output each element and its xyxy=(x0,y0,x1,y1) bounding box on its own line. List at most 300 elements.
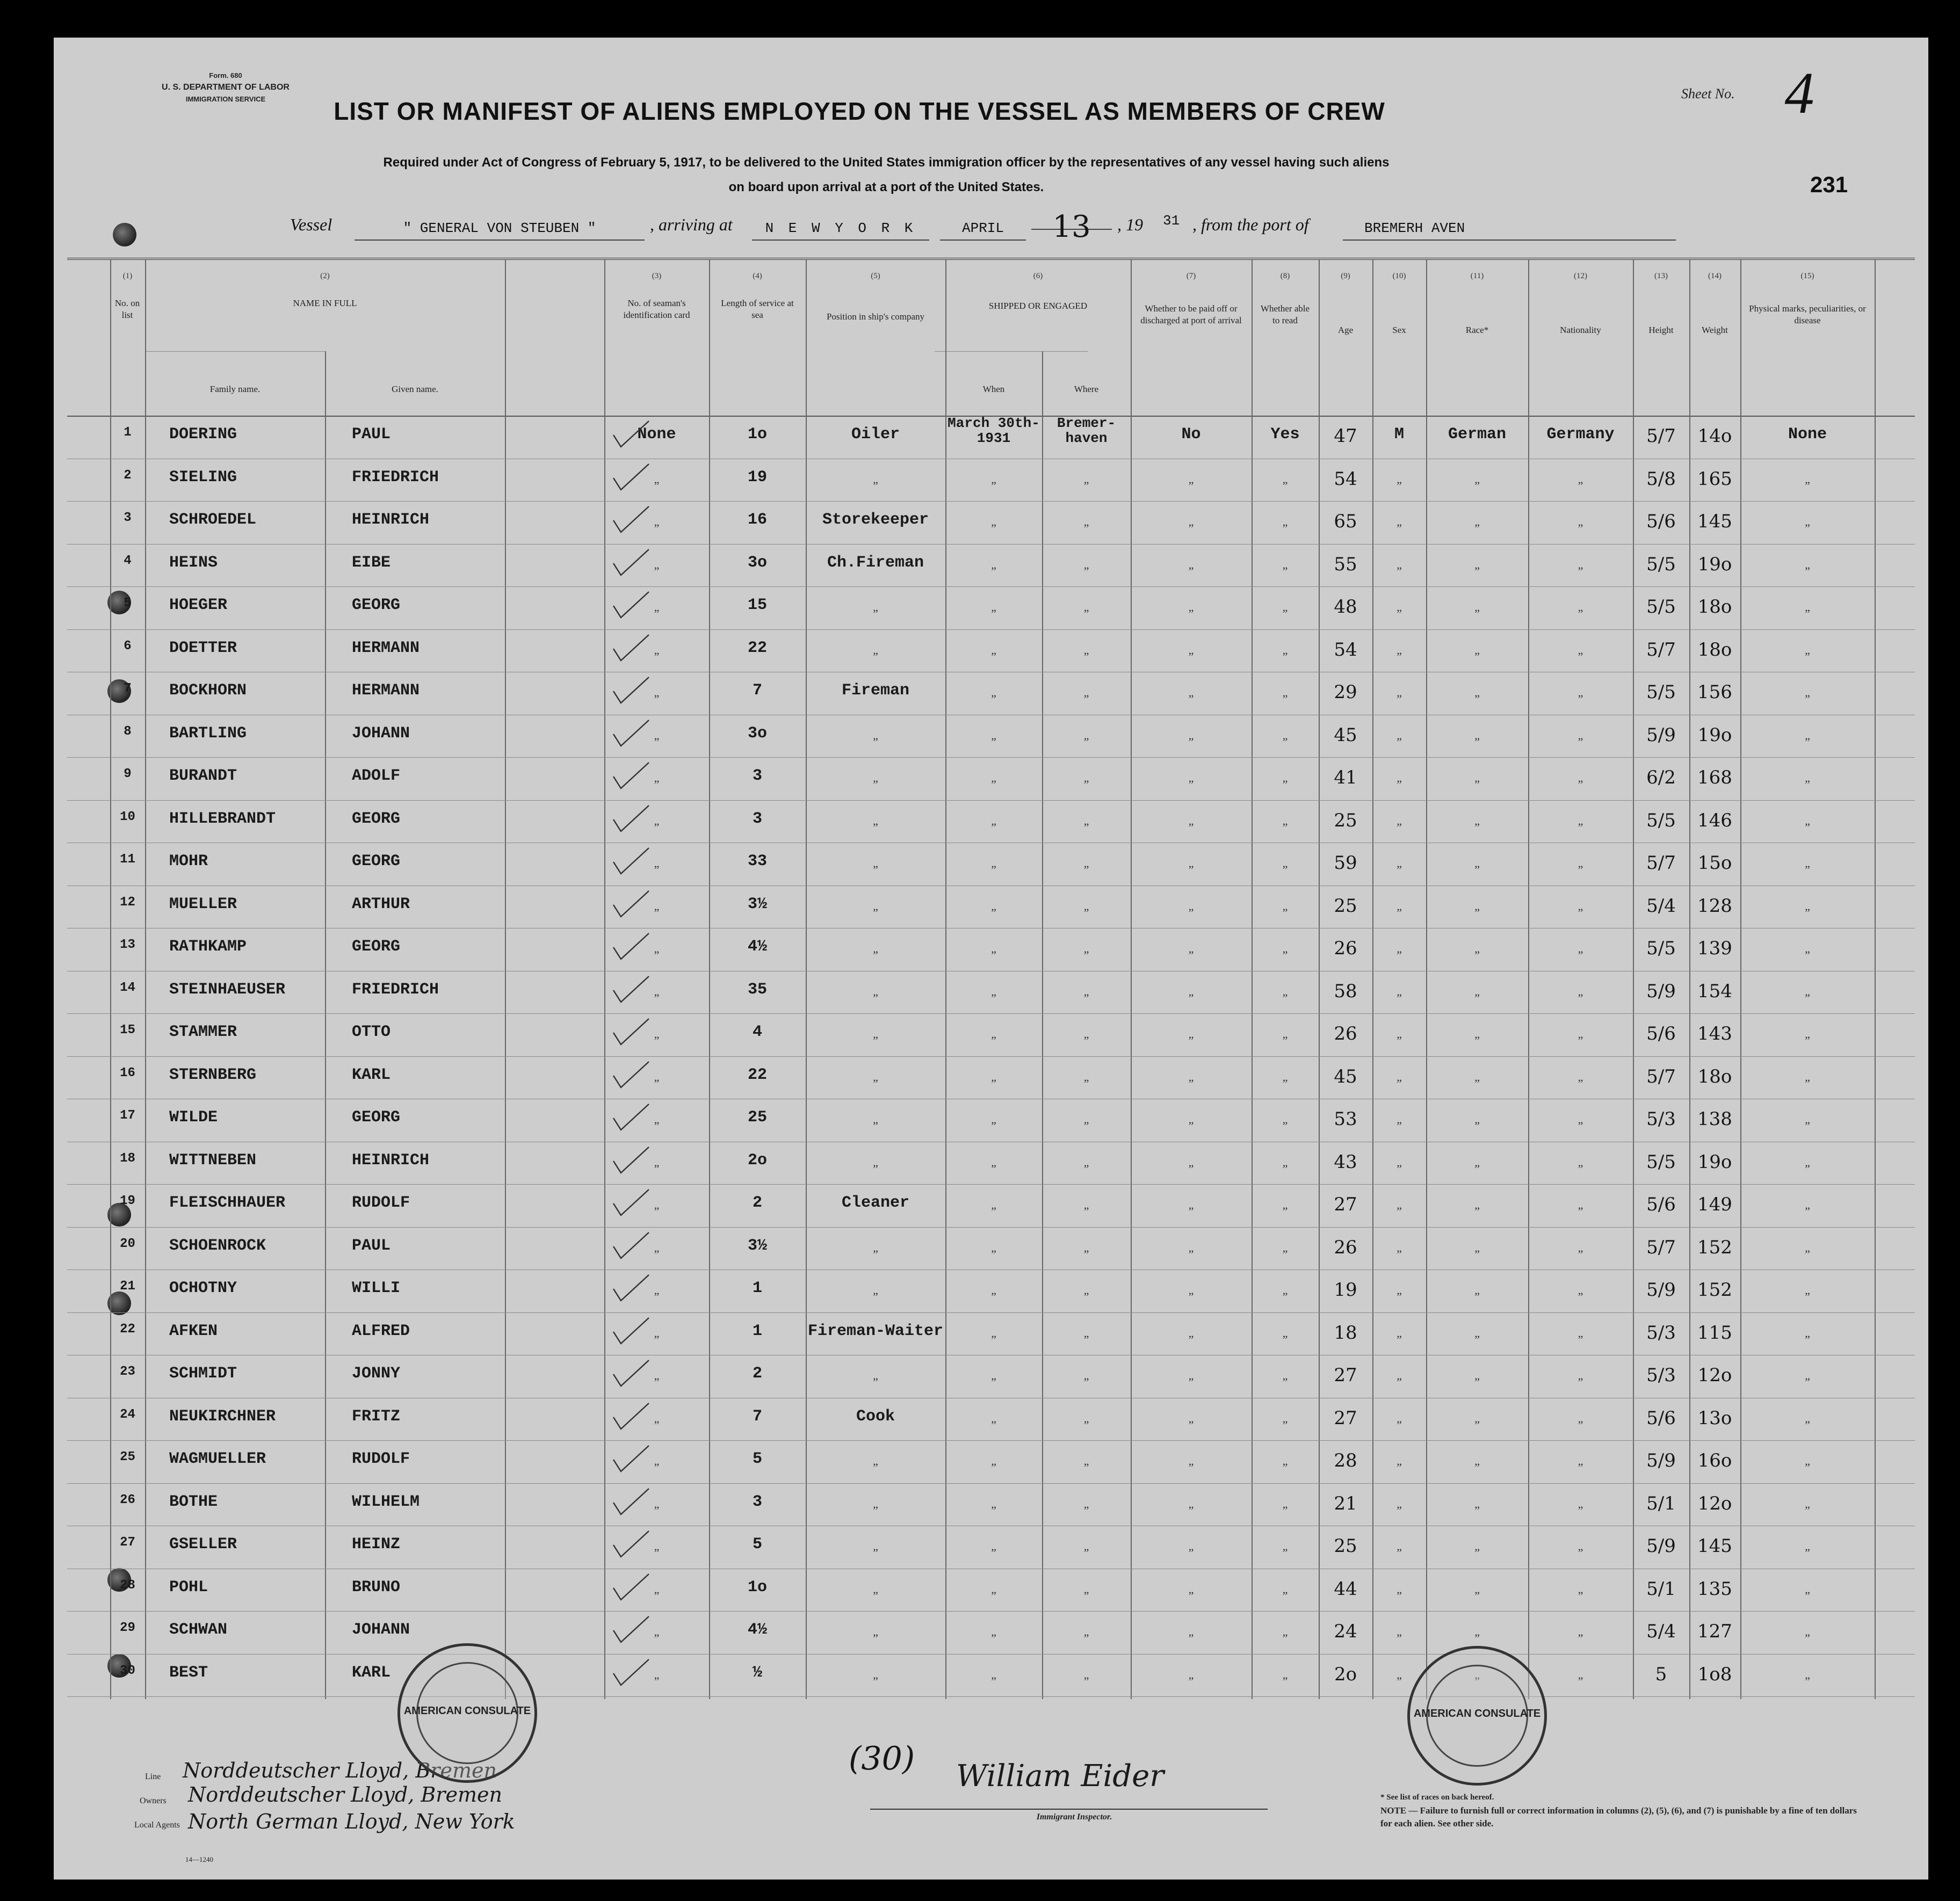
page-title: LIST OR MANIFEST OF ALIENS EMPLOYED ON THE VESSEL AS MEMBERS OF CREW xyxy=(334,97,1385,125)
heading-sex: Sex xyxy=(1392,325,1406,335)
ditto-mark: „ xyxy=(1188,1540,1194,1553)
cell-where: Bremer-haven xyxy=(1057,415,1116,446)
ditto-mark: „ xyxy=(1188,1411,1194,1425)
cell-no: 29 xyxy=(120,1621,135,1635)
ditto-mark: „ xyxy=(1188,899,1194,913)
cell-height: 5/7 xyxy=(1646,1236,1676,1258)
line-label: Line xyxy=(145,1772,161,1781)
ditto-mark: „ xyxy=(1578,1540,1583,1553)
cell-weight: 1o8 xyxy=(1697,1663,1732,1685)
crew-table xyxy=(67,258,1915,1699)
cell-length: 4½ xyxy=(747,938,767,956)
ditto-mark: „ xyxy=(1083,686,1089,699)
ditto-mark: „ xyxy=(1188,814,1194,828)
cell-family: RATHKAMP xyxy=(169,938,247,956)
ditto-mark: „ xyxy=(1282,1240,1288,1254)
cell-no: 9 xyxy=(124,767,132,781)
cell-height: 5 xyxy=(1655,1663,1667,1685)
cell-weight: 135 xyxy=(1697,1578,1732,1600)
cell-family: HILLEBRANDT xyxy=(169,809,276,828)
cell-age: 59 xyxy=(1334,852,1357,874)
cell-height: 5/1 xyxy=(1646,1578,1676,1600)
ditto-mark: „ xyxy=(1805,984,1810,998)
cell-weight: 19o xyxy=(1697,553,1732,575)
cell-family: NEUKIRCHNER xyxy=(169,1407,276,1426)
cell-given: ARTHUR xyxy=(352,895,410,913)
ditto-mark: „ xyxy=(1805,515,1810,528)
agents-value: North German Lloyd, New York xyxy=(188,1810,515,1833)
cell-sex: M xyxy=(1394,425,1404,444)
inspector-signature: William Eider xyxy=(956,1759,1165,1794)
ditto-mark: „ xyxy=(991,1240,996,1254)
ditto-mark: „ xyxy=(991,1155,996,1169)
ditto-mark: „ xyxy=(991,1625,996,1638)
ditto-mark: „ xyxy=(873,942,878,955)
cell-age: 48 xyxy=(1334,596,1357,618)
ditto-mark: „ xyxy=(1805,814,1810,828)
ditto-mark: „ xyxy=(1805,1070,1810,1084)
cell-given: JONNY xyxy=(352,1365,401,1383)
ditto-mark: „ xyxy=(1188,1369,1194,1382)
ditto-mark: „ xyxy=(1188,771,1194,785)
cell-weight: 152 xyxy=(1697,1279,1732,1301)
ditto-mark: „ xyxy=(654,942,660,955)
ditto-mark: „ xyxy=(873,1113,878,1126)
cell-no: 15 xyxy=(120,1023,135,1037)
cell-no: 30 xyxy=(120,1663,135,1678)
ditto-mark: „ xyxy=(1188,600,1194,614)
col-num-5: (5) xyxy=(871,272,880,280)
ditto-mark: „ xyxy=(1474,472,1480,486)
ditto-mark: „ xyxy=(1805,1240,1810,1254)
cell-age: 28 xyxy=(1334,1450,1357,1471)
cell-height: 5/7 xyxy=(1646,852,1676,874)
ditto-mark: „ xyxy=(991,472,996,486)
ditto-mark: „ xyxy=(1397,1326,1402,1340)
cell-position: Cook xyxy=(856,1407,895,1426)
ditto-mark: „ xyxy=(654,728,660,742)
cell-given: OTTO xyxy=(352,1023,391,1041)
cell-no: 23 xyxy=(120,1365,135,1379)
ditto-mark: „ xyxy=(1188,1155,1194,1169)
cell-age: 24 xyxy=(1334,1621,1357,1642)
cell-race: German xyxy=(1448,425,1507,444)
cell-age: 45 xyxy=(1334,724,1357,746)
vessel-label: Vessel xyxy=(290,215,332,234)
cell-position: Ch.Fireman xyxy=(827,553,924,572)
cell-height: 5/1 xyxy=(1646,1492,1676,1514)
cell-family: STEINHAEUSER xyxy=(169,980,286,999)
row-rule xyxy=(67,1696,1915,1697)
cell-no: 27 xyxy=(120,1535,135,1550)
shipped-subheader-rule xyxy=(935,351,1088,352)
ditto-mark: „ xyxy=(1397,1540,1402,1553)
ditto-mark: „ xyxy=(654,1454,660,1468)
cell-no: 11 xyxy=(120,852,135,867)
cell-no: 13 xyxy=(120,938,135,952)
ditto-mark: „ xyxy=(1805,472,1810,486)
check-mark-icon xyxy=(612,1316,650,1348)
cell-given: HEINRICH xyxy=(352,1151,430,1170)
cell-weight: 115 xyxy=(1697,1322,1732,1344)
ditto-mark: „ xyxy=(654,1070,660,1084)
heading-weight: Weight xyxy=(1702,325,1728,335)
heading-length-service: Length of service at sea xyxy=(721,298,794,320)
cell-height: 5/6 xyxy=(1646,1023,1676,1044)
ditto-mark: „ xyxy=(873,899,878,913)
ditto-mark: „ xyxy=(654,1326,660,1340)
ditto-mark: „ xyxy=(1282,857,1288,870)
ditto-mark: „ xyxy=(1578,1454,1583,1468)
ditto-mark: „ xyxy=(1578,814,1583,828)
cell-age: 58 xyxy=(1334,980,1357,1002)
ditto-mark: „ xyxy=(1578,771,1583,785)
cell-weight: 12o xyxy=(1697,1365,1732,1386)
cell-family: OCHOTNY xyxy=(169,1279,237,1297)
service: IMMIGRATION SERVICE xyxy=(185,95,266,103)
ditto-mark: „ xyxy=(1083,557,1089,571)
check-mark-icon xyxy=(612,803,650,836)
cell-no: 26 xyxy=(120,1492,135,1507)
year-suffix: 31 xyxy=(1163,213,1180,229)
ditto-mark: „ xyxy=(654,557,660,571)
cell-family: WITTNEBEN xyxy=(169,1151,257,1170)
cell-given: PAUL xyxy=(352,1236,391,1255)
ditto-mark: „ xyxy=(1282,1326,1288,1340)
cell-family: DOETTER xyxy=(169,638,237,657)
cell-no: 5 xyxy=(124,596,132,611)
ditto-mark: „ xyxy=(1083,600,1089,614)
cell-age: 25 xyxy=(1334,1535,1357,1557)
ditto-mark: „ xyxy=(991,1369,996,1382)
cell-given: JOHANN xyxy=(352,1621,410,1639)
check-mark-icon xyxy=(612,931,650,963)
ditto-mark: „ xyxy=(1805,1113,1810,1126)
cell-family: MOHR xyxy=(169,852,208,870)
col-num-2: (2) xyxy=(320,272,330,280)
ditto-mark: „ xyxy=(1282,1411,1288,1425)
ditto-mark: „ xyxy=(1397,600,1402,614)
check-mark-icon xyxy=(612,1572,650,1604)
ditto-mark: „ xyxy=(1578,1667,1583,1681)
ditto-mark: „ xyxy=(1578,686,1583,699)
name-subheader-rule xyxy=(145,351,325,352)
cell-position: Fireman-Waiter xyxy=(807,1322,944,1340)
cell-no: 22 xyxy=(120,1322,135,1337)
cell-family: BOTHE xyxy=(169,1492,218,1511)
ditto-mark: „ xyxy=(1083,899,1089,913)
cell-given: WILLI xyxy=(352,1279,401,1297)
ditto-mark: „ xyxy=(1282,1027,1288,1041)
subtitle-line-2: on board upon arrival at a port of the United States. xyxy=(728,180,1044,194)
cell-length: 1o xyxy=(747,425,767,444)
ditto-mark: „ xyxy=(991,771,996,785)
ditto-mark: „ xyxy=(1397,515,1402,528)
cell-length: 7 xyxy=(752,681,762,700)
ditto-mark: „ xyxy=(873,1625,878,1638)
cell-age: 27 xyxy=(1334,1194,1357,1215)
ditto-mark: „ xyxy=(1282,1667,1288,1681)
ditto-mark: „ xyxy=(1188,515,1194,528)
cell-weight: 139 xyxy=(1697,938,1732,959)
cell-height: 5/7 xyxy=(1646,1065,1676,1087)
ditto-mark: „ xyxy=(873,643,878,657)
ditto-mark: „ xyxy=(1282,728,1288,742)
col-num-7: (7) xyxy=(1186,272,1196,280)
ditto-mark: „ xyxy=(1578,472,1583,486)
check-mark-icon xyxy=(612,1273,650,1305)
ditto-mark: „ xyxy=(873,600,878,614)
consulate-stamp-right xyxy=(1407,1646,1547,1786)
cell-position: Storekeeper xyxy=(822,511,929,529)
cell-height: 5/4 xyxy=(1646,895,1676,917)
ditto-mark: „ xyxy=(1805,1198,1810,1211)
ditto-mark: „ xyxy=(873,771,878,785)
col-num-12: (12) xyxy=(1574,272,1587,280)
cell-length: 4½ xyxy=(747,1621,767,1639)
cell-height: 5/6 xyxy=(1646,1194,1676,1215)
cell-length: 22 xyxy=(747,1065,767,1084)
cell-weight: 168 xyxy=(1697,767,1732,788)
ditto-mark: „ xyxy=(1805,1582,1810,1596)
ditto-mark: „ xyxy=(1397,1667,1402,1681)
ditto-mark: „ xyxy=(1397,1369,1402,1382)
cell-age: 26 xyxy=(1334,1023,1357,1044)
ditto-mark: „ xyxy=(873,1454,878,1468)
arrival-month: APRIL xyxy=(940,220,1026,241)
ditto-mark: „ xyxy=(873,728,878,742)
check-mark-icon xyxy=(612,1529,650,1561)
ditto-mark: „ xyxy=(1282,1283,1288,1297)
cell-weight: 18o xyxy=(1697,1065,1732,1087)
ditto-mark: „ xyxy=(1578,857,1583,870)
cell-height: 5/5 xyxy=(1646,938,1676,959)
ditto-mark: „ xyxy=(1397,686,1402,699)
cell-height: 5/6 xyxy=(1646,511,1676,532)
cell-length: 5 xyxy=(752,1450,762,1468)
ditto-mark: „ xyxy=(991,1198,996,1211)
row-rule xyxy=(67,1654,1915,1655)
cell-family: HOEGER xyxy=(169,596,228,614)
cell-length: 2 xyxy=(752,1194,762,1212)
check-mark-icon xyxy=(612,1443,650,1476)
col-num-13: (13) xyxy=(1654,272,1668,280)
ditto-mark: „ xyxy=(1083,1240,1089,1254)
check-mark-icon xyxy=(612,675,650,707)
ditto-mark: „ xyxy=(1578,1411,1583,1425)
ditto-mark: „ xyxy=(1282,984,1288,998)
cell-weight: 127 xyxy=(1697,1621,1732,1642)
cell-nationality: Germany xyxy=(1546,425,1615,444)
ditto-mark: „ xyxy=(1397,1411,1402,1425)
cell-length: 1 xyxy=(752,1279,762,1297)
ditto-mark: „ xyxy=(1397,1113,1402,1126)
cell-length: 22 xyxy=(747,638,767,657)
ditto-mark: „ xyxy=(1397,771,1402,785)
ditto-mark: „ xyxy=(1805,1454,1810,1468)
ditto-mark: „ xyxy=(1083,728,1089,742)
cell-age: 43 xyxy=(1334,1151,1357,1173)
ditto-mark: „ xyxy=(873,814,878,828)
cell-length: 5 xyxy=(752,1535,762,1554)
check-mark-icon xyxy=(612,1486,650,1519)
cell-family: BEST xyxy=(169,1663,208,1682)
heading-shipped: SHIPPED OR ENGAGED xyxy=(988,301,1088,311)
ditto-mark: „ xyxy=(991,1283,996,1297)
ditto-mark: „ xyxy=(1474,1411,1480,1425)
col-num-14: (14) xyxy=(1708,272,1722,280)
cell-given: HEINZ xyxy=(352,1535,401,1554)
owners-value: Norddeutscher Lloyd, Bremen xyxy=(188,1783,502,1806)
cell-height: 5/6 xyxy=(1646,1407,1676,1429)
check-mark-icon xyxy=(612,419,650,451)
row-rule xyxy=(67,544,1915,545)
row-rule xyxy=(67,1611,1915,1612)
ditto-mark: „ xyxy=(1397,1625,1402,1638)
cell-age: 53 xyxy=(1334,1108,1357,1130)
ditto-mark: „ xyxy=(1805,1667,1810,1681)
stamp-text: AMERICAN CONSULATE xyxy=(1413,1708,1541,1719)
ditto-mark: „ xyxy=(1805,1155,1810,1169)
cell-family: GSELLER xyxy=(169,1535,237,1554)
ditto-mark: „ xyxy=(873,472,878,486)
ditto-mark: „ xyxy=(654,1667,660,1681)
column-rule xyxy=(325,351,326,1699)
ditto-mark: „ xyxy=(1083,643,1089,657)
cell-no: 24 xyxy=(120,1407,135,1422)
ditto-mark: „ xyxy=(1282,771,1288,785)
cell-length: 15 xyxy=(747,596,767,614)
ditto-mark: „ xyxy=(873,1497,878,1511)
ditto-mark: „ xyxy=(654,515,660,528)
cell-length: 19 xyxy=(747,468,767,487)
check-mark-icon xyxy=(612,1017,650,1049)
cell-given: PAUL xyxy=(352,425,391,444)
ditto-mark: „ xyxy=(654,1369,660,1382)
cell-given: JOHANN xyxy=(352,724,410,743)
ditto-mark: „ xyxy=(1188,1582,1194,1596)
ditto-mark: „ xyxy=(654,1540,660,1553)
heading-position: Position in ship's company xyxy=(826,311,925,322)
ditto-mark: „ xyxy=(991,557,996,571)
cell-length: 25 xyxy=(747,1108,767,1127)
ditto-mark: „ xyxy=(991,899,996,913)
cell-given: RUDOLF xyxy=(352,1450,410,1468)
cell-given: GEORG xyxy=(352,596,401,614)
cell-family: WAGMUELLER xyxy=(169,1450,266,1468)
ditto-mark: „ xyxy=(1474,1198,1480,1211)
cell-weight: 149 xyxy=(1697,1194,1732,1215)
ditto-mark: „ xyxy=(991,814,996,828)
ditto-mark: „ xyxy=(1188,1113,1194,1126)
cell-given: KARL xyxy=(352,1663,391,1682)
col-num-11: (11) xyxy=(1470,272,1484,280)
ditto-mark: „ xyxy=(1474,1582,1480,1596)
cell-height: 5/5 xyxy=(1646,553,1676,575)
cell-weight: 156 xyxy=(1697,681,1732,703)
check-mark-icon xyxy=(612,1358,650,1390)
ditto-mark: „ xyxy=(654,1027,660,1041)
ditto-mark: „ xyxy=(1083,472,1089,486)
cell-no: 7 xyxy=(124,681,132,696)
cell-height: 5/3 xyxy=(1646,1322,1676,1344)
cell-given: GEORG xyxy=(352,852,401,870)
ditto-mark: „ xyxy=(1188,557,1194,571)
ditto-mark: „ xyxy=(1188,1625,1194,1638)
cell-family: BOCKHORN xyxy=(169,681,247,700)
cell-length: 1o xyxy=(747,1578,767,1597)
row-rule xyxy=(67,800,1915,801)
heading-when: When xyxy=(982,384,1005,394)
cell-given: HEINRICH xyxy=(352,511,430,529)
cell-height: 5/9 xyxy=(1646,1450,1676,1471)
cell-age: 47 xyxy=(1334,425,1357,447)
ditto-mark: „ xyxy=(1578,1113,1583,1126)
heading-age: Age xyxy=(1337,325,1354,335)
cell-family: SIELING xyxy=(169,468,237,487)
check-mark-icon xyxy=(612,1060,650,1092)
ditto-mark: „ xyxy=(1397,1497,1402,1511)
ditto-mark: „ xyxy=(1805,899,1810,913)
ditto-mark: „ xyxy=(1578,1582,1583,1596)
cell-age: 2o xyxy=(1334,1663,1357,1685)
check-mark-icon xyxy=(612,1187,650,1220)
ditto-mark: „ xyxy=(1474,557,1480,571)
ditto-mark: „ xyxy=(873,1582,878,1596)
ditto-mark: „ xyxy=(1578,600,1583,614)
ditto-mark: „ xyxy=(1397,1240,1402,1254)
cell-given: GEORG xyxy=(352,809,401,828)
ditto-mark: „ xyxy=(1474,771,1480,785)
check-mark-icon xyxy=(612,504,650,536)
cell-length: 33 xyxy=(747,852,767,870)
ditto-mark: „ xyxy=(991,600,996,614)
cell-height: 5/5 xyxy=(1646,681,1676,703)
ditto-mark: „ xyxy=(1282,600,1288,614)
ditto-mark: „ xyxy=(1397,1198,1402,1211)
line-value: Norddeutscher Lloyd, Bremen xyxy=(183,1759,497,1782)
cell-age: 29 xyxy=(1334,681,1357,703)
cell-no: 16 xyxy=(120,1065,135,1080)
cell-height: 5/5 xyxy=(1646,596,1676,618)
heading-id-card: No. of seaman's identification card xyxy=(623,298,690,320)
cell-age: 25 xyxy=(1334,809,1357,831)
cell-weight: 16o xyxy=(1697,1450,1732,1471)
ditto-mark: „ xyxy=(873,1540,878,1553)
cell-family: WILDE xyxy=(169,1108,218,1127)
cell-position: Oiler xyxy=(851,425,900,444)
ditto-mark: „ xyxy=(1282,1454,1288,1468)
ditto-mark: „ xyxy=(1578,1027,1583,1041)
cell-age: 45 xyxy=(1334,1065,1357,1087)
ditto-mark: „ xyxy=(1805,1497,1810,1511)
cell-height: 5/9 xyxy=(1646,980,1676,1002)
cell-no: 18 xyxy=(120,1151,135,1166)
ditto-mark: „ xyxy=(991,1070,996,1084)
cell-length: 35 xyxy=(747,980,767,999)
cell-no: 17 xyxy=(120,1108,135,1123)
check-mark-icon xyxy=(612,889,650,921)
row-rule xyxy=(67,1184,1915,1185)
ditto-mark: „ xyxy=(1083,1155,1089,1169)
check-mark-icon xyxy=(612,718,650,750)
cell-length: 3o xyxy=(747,724,767,743)
ditto-mark: „ xyxy=(654,472,660,486)
cell-length: 3 xyxy=(752,1492,762,1511)
ditto-mark: „ xyxy=(1282,1070,1288,1084)
heading-height: Height xyxy=(1648,325,1674,335)
cell-family: AFKEN xyxy=(169,1322,218,1340)
